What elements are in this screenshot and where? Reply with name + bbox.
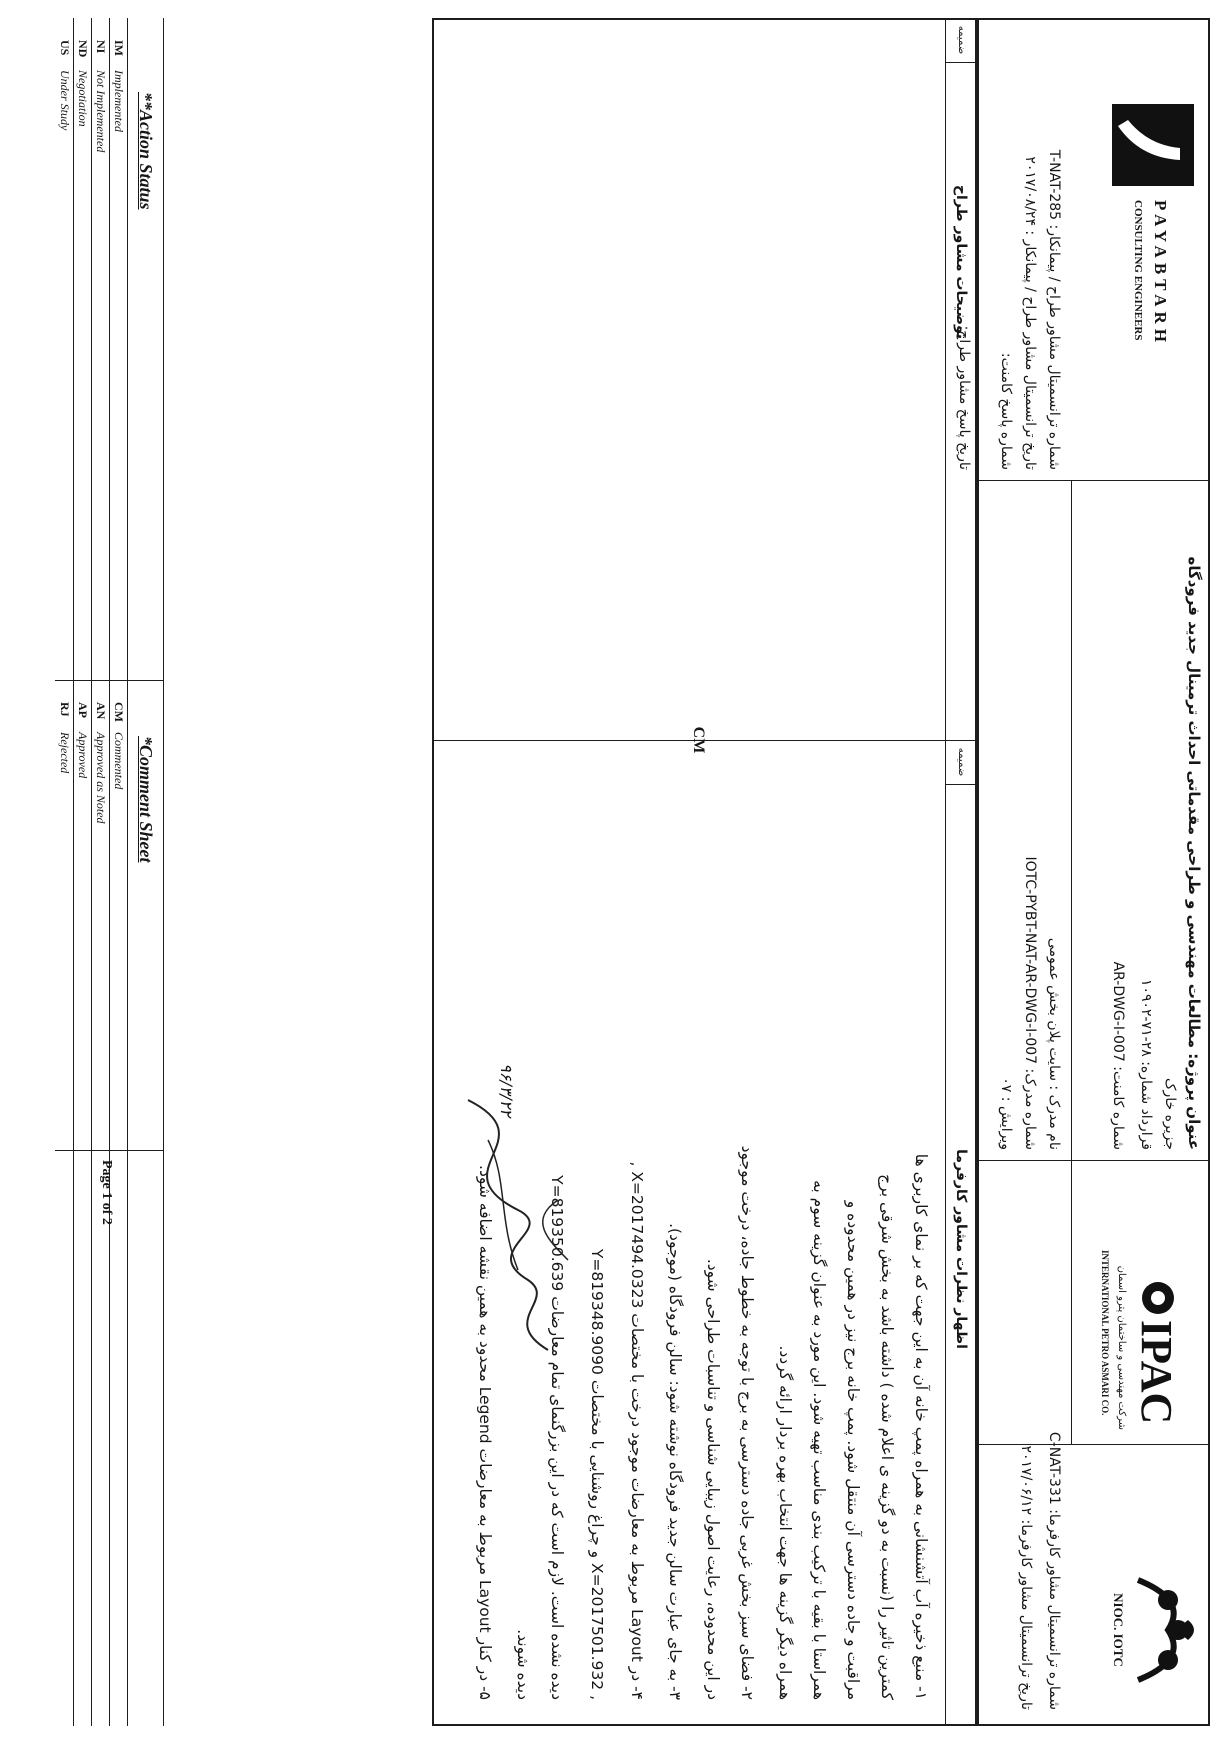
action-status-title: **Action Status	[136, 92, 156, 210]
signature-date: ۹۶/۳/۲۲	[497, 1063, 516, 1117]
comment-line: Y=819350.639 دیده نشده است. لازم است که در این بزرگنمای تمام معارضات	[548, 1175, 566, 1700]
comment-line: ۵- در کنار Layout مربوط به معارضات Legend محدود به همین نقشه اضافه شود.	[476, 1165, 494, 1700]
nioc-caption: NIOC. IOTC	[1111, 1593, 1126, 1667]
ipac-name-en: INTERNATIONAL PETRO ASMARI CO.	[1100, 1250, 1110, 1416]
action-status-row: USUnder Study	[58, 40, 72, 131]
document-name: نام مدرک : سایت پلان بخش عمومی	[1046, 937, 1062, 1150]
comment-line: دیده شوند.	[514, 1629, 532, 1700]
comment-line: ۱- منبع ذخیره آب آتشنشانی به همراه پمپ خانه آن به این جهت که بر نمای کاربری ها	[912, 1153, 930, 1700]
designer-transmittal-date: تاریخ ترانسمیتال مشاور طراح / پیمانکار : ۲۰۱۷/۰۸/۲۴	[1022, 156, 1038, 470]
comment-sheet-row: ANApproved as Noted	[94, 702, 108, 824]
page-number: Page 1 of 2	[99, 1160, 114, 1225]
action-status-row: NINot Implemented	[94, 40, 108, 153]
reply-date-label: تاریخ پاسخ مشاور طراح:	[956, 325, 972, 470]
comment-line: ۴- در Layout مربوط به معارضات موجود درخت با مختصات X=2017494.0323 ,	[628, 1161, 646, 1700]
payabtarh-subtitle: CONSULTING ENGINEERS	[1132, 200, 1144, 341]
comment-sheet-title: *Comment Sheet	[136, 736, 156, 863]
status-code: CM	[690, 726, 707, 754]
comment-line: همراه دیگر گزینه ها جهت انتخاب بهره بردار ارائه گردد.	[776, 1345, 794, 1700]
comment-no: شماره کامنت: AR-DWG-I-007	[1110, 961, 1126, 1150]
project-island: جزیره خارک	[1162, 1078, 1178, 1150]
client-transmittal-no: شماره ترانسمیتال مشاور کارفرما: C-NAT-331	[1046, 1431, 1062, 1710]
payabtarh-name: PAYABTARH	[1151, 200, 1170, 348]
ipac-name-fa: شرکت مهندسی و ساختمان پترو اسمان	[1116, 1265, 1127, 1430]
comment-line: همراستا با بقیه با ترکیب بندی مناسب تهیه شود. این مورد به عنوان گزینه سوم به	[810, 1180, 828, 1700]
document-code: شماره مدرک: IOTC-PYBT-NAT-AR-DWG-I-007	[1022, 856, 1038, 1150]
comment-sheet-row: RJRejected	[58, 702, 72, 774]
comment-line: Y=819348.9090 و چراغ روشنایی با مختصات X=2017501.932 ,	[588, 1248, 606, 1700]
action-status-row: NDNegotiation	[76, 40, 90, 127]
client-attachment-label: ضمیمه	[956, 747, 967, 777]
nioc-logo	[1128, 1570, 1198, 1690]
reply-comment-no: شماره پاسخ کامنت:	[998, 352, 1014, 470]
ipac-logo	[1128, 1280, 1188, 1430]
comment-sheet-row: APApproved	[76, 702, 90, 779]
comment-line: کمترین تاثیر را (نسبت به دو گزینه ی اعلام شده ) داشته باشد به بخش شرقی برج	[878, 1174, 896, 1700]
action-status-row: IMImplemented	[112, 40, 126, 132]
project-title: عنوان پروژه: مطالعات مهندسی و طراحی مقدماتی احداث ترمینال جدید فرودگاه	[1185, 556, 1203, 1150]
comment-line: مراقبت و جاده دسترسی آن منتقل شود. پمپ خانه برج نیز در همین محدوده و	[844, 1200, 862, 1700]
client-transmittal-date: تاریخ ترانسمیتال مشاور کارفرما: ۲۰۱۷/۰۶/۱۲	[1018, 1445, 1034, 1710]
payabtarh-logo	[1108, 100, 1198, 190]
comment-line: ۲- فضای سبز بخش غربی جاده دسترسی به برج با توجه به خطوط جاده، درخت موجود	[738, 1145, 756, 1700]
designer-comments-title: توضیحات مشاور طراح	[953, 184, 969, 340]
document-revision: ویرایش : ۰۷	[998, 1077, 1014, 1150]
designer-transmittal-no: شماره ترانسمیتال مشاور طراح / پیمانکار: T-NAT-285	[1046, 149, 1062, 470]
comment-line: در این محدوده، رعایت اصول زیبایی شناسی و تناسبات طراحی شود.	[704, 1258, 722, 1700]
ipac-logo-text: IPAC	[1132, 1320, 1181, 1425]
contract-no: قرارداد شماره: ۲۸-۷۱-۱۰۹۰۲	[1138, 978, 1154, 1150]
comment-line: ۳- به جای عبارت سالن جدید فرودگاه نوشته شود: سالن فرودگاه (موجود).	[666, 1223, 684, 1700]
comment-sheet-row: CMCommented	[112, 702, 126, 790]
designer-attachment-label: ضمیمه	[956, 25, 967, 55]
client-comments-title: اظهار نظرات مشاور کارفرما	[953, 1149, 969, 1349]
